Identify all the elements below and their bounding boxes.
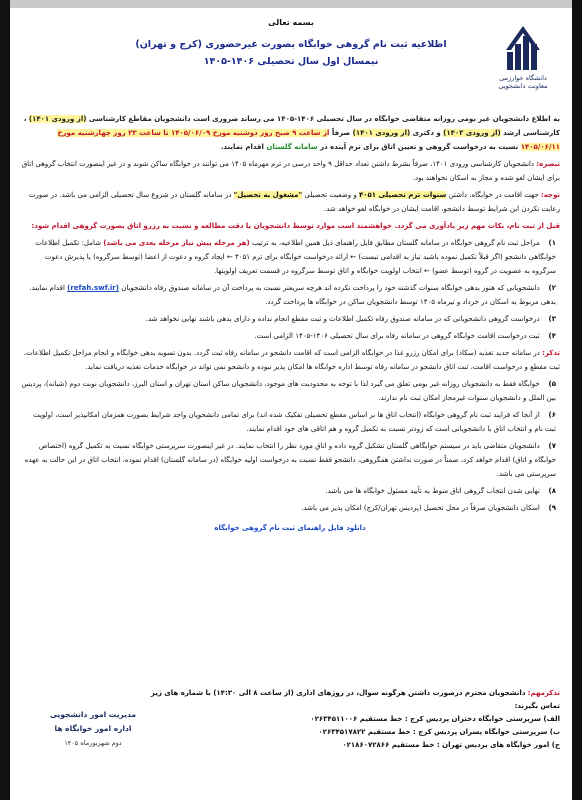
step-text: اقدام نمایند. بدهی مربوط به اسکان در خرداد و تیرماه ۱۴۰۵ توسط دانشجویان ساکن در خوابگاه ها پرداخت گردد. [29, 284, 556, 306]
announcement-body [20, 112, 560, 537]
basmala: بسمه تعالی [268, 18, 314, 27]
attention-highlight: "مشغول به تحصیل" [233, 191, 303, 199]
attention-text: و وضعیت تحصیلی [304, 191, 357, 199]
reminder-paragraph [20, 346, 560, 374]
intro-text: نسبت به درخواست گروهی و تعیین اتاق برای ترم آینده در [320, 143, 519, 151]
contact-block [130, 687, 560, 752]
step-text: نهایی شدن انتخاب گروهی اتاق منوط به تأیید مسئول خوابگاه ها می باشد. [325, 487, 540, 495]
step-text: از آنجا که فرایند ثبت نام گروهی خوابگاه (انتخاب اتاق ها بر اساس مقطع تحصیلی تفکیک شده اند) برای تمامی دانشجویان واجد شرایط بصورت همزمان امکانپذیر است، اولویت ثبت نام و انتخاب اتاق با دانشجویانی است که زودتر نسبت به تکمیل گروه و هم اتاقی های خود اقدام نمایند. [33, 411, 556, 433]
intro-text: صرفاً [331, 129, 351, 137]
steps-heading: قبل از ثبت نام، نکات مهم زیر یادآوری می گردد. خواهشمند است موارد توسط دانشجویان با دقت مطالعه و نسبت به رزرو اتاق بصورت گروهی اقدام شود: [31, 222, 560, 230]
viewer-top-bar [0, 0, 582, 8]
step-number: ۳) [548, 315, 556, 323]
university-emblem-icon [502, 22, 544, 74]
step-number: ۴) [548, 332, 556, 340]
step-item [20, 501, 560, 515]
step-number: ۲) [548, 284, 556, 292]
step-item [20, 377, 560, 405]
announcement-page [10, 8, 572, 800]
registration-window: از ساعت ۹ صبح روز دوشنبه مورخ ۱۴۰۵/۰۶/۰۹ تا ساعت ۲۳ روز چهارشنبه مورخ ۱۴۰۵/۰۶/۱۱ [57, 129, 560, 151]
header [100, 18, 482, 67]
signature-line1: مدیریت امور دانشجویی [49, 710, 137, 719]
attention-paragraph [20, 188, 560, 216]
golestan-system-mention: سامانه گلستان [266, 143, 318, 151]
attention-text: جهت اقامت در خوابگاه، داشتن [448, 191, 539, 199]
intro-paragraph [20, 112, 560, 154]
step-number: ۶) [548, 411, 556, 419]
step-item [20, 329, 560, 343]
reminder-text: در سامانه جدید تغذیه (سکاد) برای امکان رزرو غذا در خوابگاه الزامی است که اقامت دانشجو در سامانه رفاه ثبت گردد. بدون تسویه بدهی خوابگاه و انجام مراحل تکمیل اطلاعات، ثبت مقطع و درخواست اقامت، ثبت اتاق دانشجو در سامانه رفاه توسط اداره خوابگاه ها امکان پذیر نبوده و دانشجو نمی تواند در خوابگاه خدمات تغذیه دریافت نماید. [23, 349, 560, 371]
logo-name-line2: معاونت دانشجویی [498, 82, 548, 90]
reminder-label: تذکر: [542, 349, 560, 357]
university-logo [484, 22, 562, 110]
step-text: اسکان دانشجویان صرفاً در محل تحصیل (پردیس تهران/کرج) امکان پذیر می باشد. [301, 504, 540, 512]
step-text: دانشجویانی که هنوز بدهی خوابگاه سنوات گذشته خود را پرداخت نکرده اند هرچه سریعتر نسبت به پرداخت آن در سامانه صندوق رفاه دانشجویان [121, 284, 540, 292]
attention-text: در سامانه گلستان در شروع سال تحصیلی الزامی می باشد. در صورت رعایت نکردن این شرایط توسط دانشجو، اقامت ایشان در خوابگاه لغو خواهد شد. [28, 191, 560, 213]
step-text: خوابگاه فقط به دانشجویان روزانه غیر بومی تعلق می گیرد لذا با توجه به محدودیت های موجود، دانشجویان ساکن استان تهران و استان البرز، دانشجویان نوبت دوم (شبانه)، پردیس بین الملل و دانشجویان سنوات غیرمجاز امکان ثبت نام ندارند. [21, 380, 556, 402]
note-paragraph [20, 157, 560, 185]
step-number: ۸) [548, 487, 556, 495]
step-number: ۹) [548, 504, 556, 512]
step-highlight: (هر مرحله پیش نیاز مرحله بعدی می باشد) [103, 239, 250, 247]
contact-line: ج) امور خوابگاه های پردیس تهران : خط مستقیم ۰۲۱۸۶۰۷۲۸۶۶ [342, 741, 560, 749]
semester-title: نیمسال اول سال تحصیلی ۱۴۰۶-۱۴۰۵ [203, 56, 379, 67]
step-number: ۱) [548, 239, 556, 247]
step-text: درخواست گروهی دانشجویانی که در سامانه صندوق رفاه تکمیل اطلاعات و ثبت مقطع انجام نداده و دارای بدهی باشند نهایی نخواهد شد. [145, 315, 540, 323]
contact-line: ب) سرپرستی خوابگاه پسران پردیس کرج : خط مستقیم ۰۲۶۳۴۵۱۷۸۲۲ [318, 728, 560, 736]
intro-text: ، کارشناسی ارشد [23, 115, 560, 137]
intro-highlight: (از ورودی ۱۴۰۳) [443, 129, 501, 137]
viewer-left-border [0, 0, 10, 800]
step-item [20, 281, 560, 309]
intro-highlight: (از ورودی ۱۴۰۱) [28, 115, 87, 123]
step-text: شامل: تکمیل اطلاعات خوابگاهی دانشجو (اگر قبلاً تکمیل نموده باشید نیاز به اقدامی نیست) ← ارائه درخواست خوابگاه برای ترم ۴۰۵۱ ← ایجاد گروه و دعوت از اعضا (توسط سرگروه) یا پذیرش دعوت سرگروه به عضویت در گروه (توسط عضو) ← انتخاب اولویت خوابگاه و اتاق توسط سرگروه در قسمت تعریف اولویتها. [35, 239, 556, 275]
step-item [20, 439, 560, 481]
download-guide-link[interactable]: دانلود فایل راهنمای ثبت نام گروهی خوابگاه [214, 524, 366, 532]
contact-line: الف) سرپرستی خوابگاه دختران پردیس کرج : خط مستقیم ۰۲۶۳۴۵۱۱۰۰۶ [310, 715, 560, 723]
note-label: تبصره: [536, 160, 560, 168]
intro-highlight: (از ورودی ۱۴۰۱) [352, 129, 411, 137]
step-item [20, 312, 560, 326]
announcement-title: اطلاعیه ثبت نام گروهی خوابگاه بصورت غیرحضوری (کرج و تهران) [135, 39, 447, 50]
signature-line2: اداره امور خوابگاه ها [54, 724, 132, 733]
contact-label: تذکرمهم: [527, 689, 560, 697]
step-text: ثبت درخواست اقامت خوابگاه گروهی در سامانه رفاه برای سال تحصیلی ۱۴۰۶-۱۴۰۵ الزامی است. [254, 332, 540, 340]
step-number: ۵) [548, 380, 556, 388]
attention-highlight: سنوات ترم تحصیلی ۴۰۵۱ [358, 191, 447, 199]
viewer-right-border [572, 0, 582, 800]
intro-text: به اطلاع دانشجویان غیر بومی روزانه متقاضی خوابگاه در سال تحصیلی ۱۴۰۶-۱۴۰۵ می رساند ضروری است دانشجویان مقاطع کارشناسی [88, 115, 560, 123]
signature-block [18, 708, 168, 750]
step-item [20, 236, 560, 278]
intro-text: و دکتری [412, 129, 441, 137]
attention-label: توجه: [540, 191, 560, 199]
step-item [20, 408, 560, 436]
step-item [20, 484, 560, 498]
step-text: مراحل ثبت نام گروهی خوابگاه در سامانه گلستان مطابق فایل راهنمای ذیل همین اطلاعیه، به ترتیب [251, 239, 540, 247]
contact-intro: دانشجویان محترم درصورت داشتن هرگونه سوال، در روزهای اداری (از ساعت ۸ الی ۱۴:۳۰) با شماره های زیر تماس بگیرند: [150, 689, 560, 710]
step-number: ۷) [548, 442, 556, 450]
note-text: دانشجویان کارشناسی ورودی ۱۴۰۱، صرفاً بشرط داشتن تعداد حداقل ۹ واحد درسی در ترم مهرماه ۱۴۰۵ می توانند در خوابگاه ساکن شوند و در غیر اینصورت انتخاب گروهی اتاق برای ایشان لغو شده و مجاز به اسکان نخواهند بود. [21, 160, 560, 182]
intro-text: اقدام نمایند. [220, 143, 264, 151]
signature-date: دوم شهریورماه ۱۴۰۵ [64, 739, 122, 747]
step-text: دانشجویان متقاضی باید در سیستم خوابگاهی گلستان تشکیل گروه داده و اتاق مورد نظر را انتخاب نمایند. در غیر اینصورت سرپرستی خوابگاه نسبت به تکمیل گروه (اختصاص خوابگاه و اتاق) اقدام خواهد کرد، ضمناً در صورت نداشتن همگروهی، دانشجو فقط نسبت به درخواست اولیه خوابگاه (در سامانه گلستان) اقدام نموده، انتخاب اتاق در این حالت به عهده سرپرستی می باشد. [24, 442, 556, 478]
logo-name-line1: دانشگاه خوارزمی [499, 74, 547, 82]
refah-link[interactable]: (refah.swf.ir) [67, 284, 119, 292]
